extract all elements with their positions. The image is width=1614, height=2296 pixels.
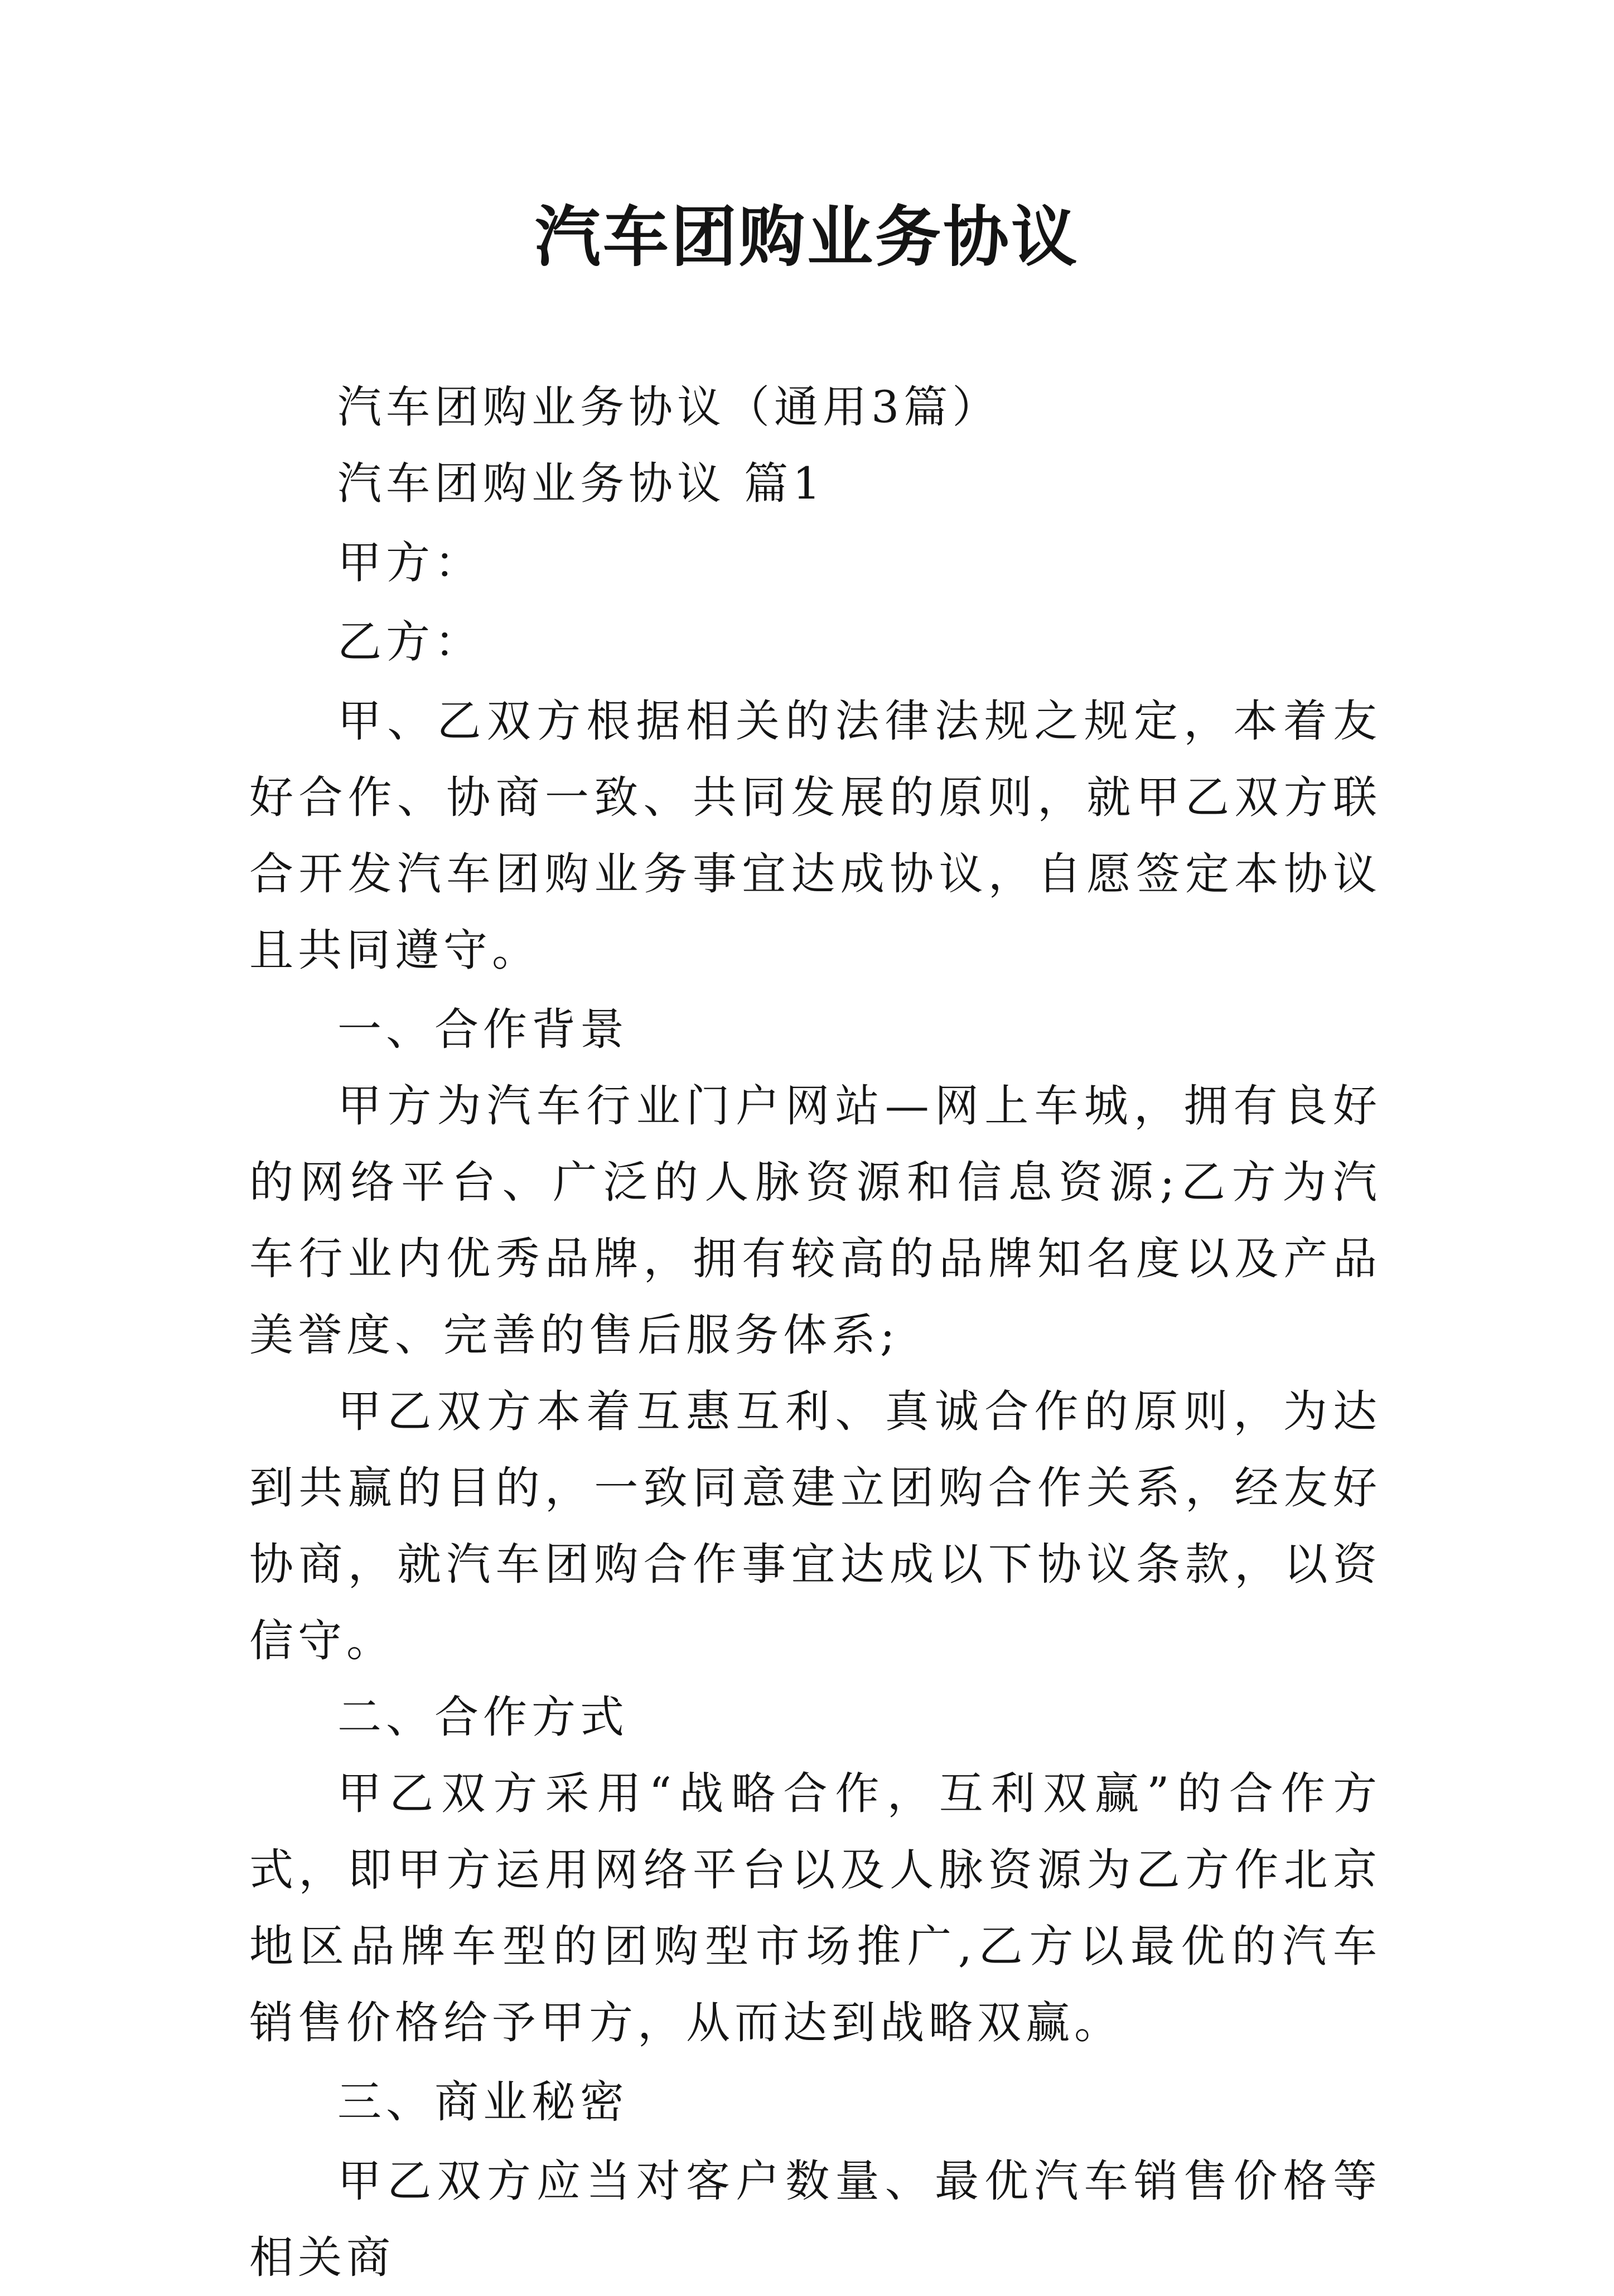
paragraph: 甲、乙双方根据相关的法律法规之规定，本着友好合作、协商一致、共同发展的原则，就甲乙双方联合开发汽车团购业务事宜达成协议，自愿签定本协议且共同遵守。: [249, 695, 1381, 976]
paragraph: 甲乙双方应当对客户数量、最优汽车销售价格等相关商: [249, 2155, 1381, 2283]
paragraph: 甲乙双方采用“战略合作，互利双赢”的合作方式，即甲方运用网络平台以及人脉资源为乙方作北京地区品牌车型的团购型市场推广,乙方以最优的汽车销售价格给予甲方，从而达到战略双赢。: [249, 1768, 1381, 2048]
section-heading: 三、商业秘密: [337, 2076, 629, 2128]
document-body: [249, 369, 1381, 2296]
party-a-line: 甲方：: [337, 537, 483, 588]
section-heading: 一、合作背景: [337, 1004, 629, 1055]
party-b-line: 乙方：: [337, 616, 483, 668]
paragraph: 甲乙双方本着互惠互利、真诚合作的原则，为达到共赢的目的，一致同意建立团购合作关系，经友好协商，就汽车团购合作事宜达成以下协议条款，以资信守。: [249, 1386, 1381, 1666]
section-heading: 汽车团购业务协议 篇1: [337, 458, 825, 509]
document-title: 汽车团购业务协议: [534, 198, 1079, 275]
section-heading: 二、合作方式: [337, 1691, 629, 1743]
paragraph: 甲方为汽车行业门户网站—网上车城，拥有良好的网络平台、广泛的人脉资源和信息资源;乙方为汽车行业内优秀品牌，拥有较高的品牌知名度以及产品美誉度、完善的售后服务体系;: [249, 1080, 1381, 1361]
subtitle: 汽车团购业务协议（通用3篇）: [337, 381, 1001, 433]
